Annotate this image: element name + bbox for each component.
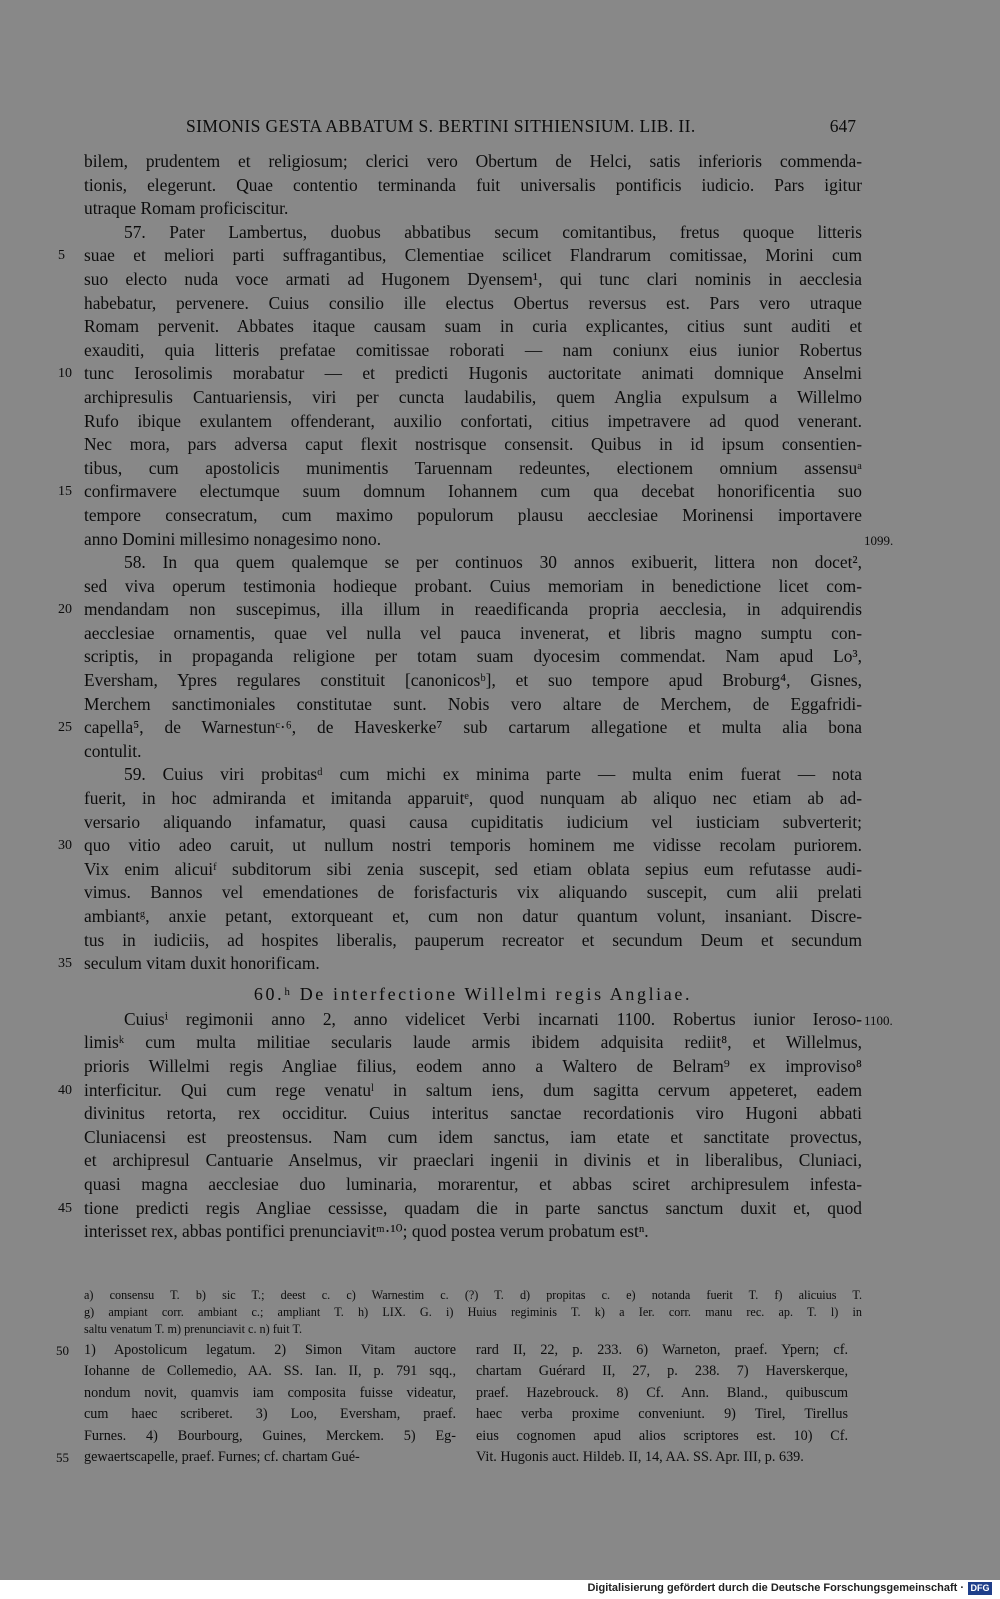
- line-text: Merchem sanctimoniales constitutae sunt. Nobis vero altare de Merchem, de Eggafridi-: [84, 693, 862, 714]
- text-line: [58, 834, 862, 858]
- text-line: [476, 1426, 848, 1447]
- text-block-2: [58, 1008, 893, 1244]
- line-text: aecclesiae ornamentis, quae vel nulla vel pauca invenerat, et libris magno sumptu con-: [84, 622, 862, 643]
- line-text: anno Domini millesimo nonagesimo nono.: [84, 528, 382, 549]
- text-line: [84, 1031, 862, 1055]
- text-line: [84, 740, 862, 764]
- line-text: utraque Romam proficiscitur.: [84, 198, 289, 219]
- footer-credit: Digitalisierung gefördert durch die Deutsche Forschungsgemeinschaft ·: [587, 1582, 964, 1594]
- line-number: 20: [58, 602, 72, 618]
- line-text: cum haec scriberet. 3) Loo, Eversham, praef.: [84, 1406, 456, 1423]
- text-line: [84, 292, 862, 316]
- line-text: confirmavere electumque suum domnum Iohannem cum qua decebat honorificentia suo: [84, 481, 862, 502]
- variant-notes: [84, 1287, 862, 1338]
- text-line: [84, 1321, 862, 1338]
- line-text: Romam pervenit. Abbates itaque causam suam in curia explicantes, citius sunt auditi et: [84, 316, 862, 337]
- line-text: capella⁵, de Warnestunᶜ·⁶, de Haveskerke⁷ sub cartarum allegatione et multa alia bona: [84, 717, 862, 738]
- line-text: 1) Apostolicum legatum. 2) Simon Vitam auctore: [84, 1342, 456, 1358]
- line-text: bilem, prudentem et religiosum; clerici vero Obertum de Helci, satis inferioris commenda-: [84, 151, 862, 171]
- line-text: contulit.: [84, 740, 142, 761]
- line-number: 35: [58, 956, 72, 972]
- text-line: [58, 1197, 862, 1221]
- text-line: [84, 528, 894, 552]
- line-text: tione predicti regis Angliae cessisse, quadam die in parte sanctus sanctum duxit et, quod: [84, 1197, 862, 1218]
- text-line: [84, 811, 862, 835]
- margin-year: 1100.: [864, 1012, 893, 1028]
- text-line: [476, 1383, 848, 1404]
- text-line: [58, 1079, 862, 1103]
- line-text: scriptis, in propaganda religione per totam suam dyocesim commendat. Nam apud Lo³,: [84, 646, 862, 667]
- line-text: tibus, cum apostolicis munimentis Taruennam redeuntes, electionem omnium assensuᵃ: [84, 457, 862, 478]
- text-line: [84, 1361, 456, 1382]
- line-text: a) consensu T. b) sic T.; deest c. c) Warnestim c. (?) T. d) propitas c. e) notanda fuerit T. f) alicuius T.: [84, 1288, 862, 1302]
- text-line: [84, 645, 862, 669]
- text-line: [84, 1383, 456, 1404]
- text-line: [84, 693, 862, 717]
- text-line: [84, 433, 862, 457]
- text-line: [84, 457, 862, 481]
- text-line: [84, 339, 862, 363]
- line-text: 59. Cuius viri probitasᵈ cum michi ex minima parte — multa enim fuerat — nota: [124, 764, 862, 785]
- line-text: tus in iudiciis, ad hospites liberalis, pauperum recreator et secundum Deum et secundum: [84, 929, 862, 950]
- line-text: tempore consecratum, cum maximo populorum plausu aecclesiae Morinensi importavere: [84, 504, 862, 525]
- running-header: [186, 116, 856, 137]
- text-line: [84, 386, 862, 410]
- line-text: Cluniacensi est preostensus. Nam cum idem sanctus, iam etate et sanctitate provectus,: [84, 1126, 862, 1147]
- text-line: [84, 174, 862, 198]
- line-text: praef. Hazebrouck. 8) Cf. Ann. Bland., quibuscum: [476, 1384, 848, 1401]
- text-line: [84, 1008, 893, 1032]
- text-line: [84, 1173, 862, 1197]
- text-line: [84, 1404, 456, 1425]
- line-number: 45: [58, 1200, 72, 1216]
- line-text: gewaertscapelle, praef. Furnes; cf. chartam Gué-: [84, 1448, 360, 1465]
- line-text: archipresulis Cantuariensis, viri per cuncta laudabilis, quem Anglia expulsum a Willelmo: [84, 386, 862, 407]
- line-text: tunc Ierosolimis morabatur — et predicti Hugonis auctoritate animati domnique Anselmi: [84, 363, 862, 384]
- text-line: [476, 1361, 848, 1382]
- line-text: g) ampiant corr. ambiant c.; ampliant T. h) LIX. G. i) Huius regiminis T. k) a Ier. corr. manu rec. ap. T. l) in: [84, 1305, 862, 1319]
- text-line: [84, 622, 862, 646]
- line-text: 57. Pater Lambertus, duobus abbatibus secum comitantibus, fretus quoque litteris: [124, 221, 862, 242]
- page-number: 647: [829, 116, 856, 136]
- line-text: ambiantᵍ, anxie petant, extorqueant et, cum non datur quantum volunt, insaniant. Discre-: [84, 906, 862, 926]
- text-line: [84, 858, 862, 882]
- text-line: [84, 1426, 456, 1447]
- text-line: [84, 905, 862, 929]
- line-number: 30: [58, 838, 72, 854]
- footer-bar: [0, 1580, 1000, 1599]
- line-text: nondum novit, quamvis iam composita fuisse videatur,: [84, 1384, 456, 1401]
- line-text: vimus. Bannos vel emendationes de forisfacturis vix aliquando suscepit, cum alii prelati: [84, 882, 862, 903]
- line-text: versario aliquando infamatur, quasi causa cupiditatis iudicium vel iusticiam subverterit;: [84, 811, 862, 832]
- text-line: [84, 1102, 862, 1126]
- line-text: limisᵏ cum multa militiae secularis laude armis ibidem adquisita rediit⁸, et Willelmus,: [84, 1032, 862, 1053]
- line-number: 40: [58, 1082, 72, 1098]
- text-line: [84, 150, 862, 174]
- line-text: suo electo nuda voce armati ad Hugonem Dyensem¹, qui tunc clari nominis in aecclesia: [84, 268, 862, 289]
- line-text: et archipresul Cantuarie Anselmus, vir praeclari ingenii in divinis et in liberalibus, Cluniaci,: [84, 1150, 862, 1171]
- line-text: Nec mora, pars adversa caput flexit nostrisque consensit. Quibus in id ipsum consentien-: [84, 434, 862, 455]
- text-line: [84, 504, 862, 528]
- text-line: [84, 1126, 862, 1150]
- text-line: [84, 575, 862, 599]
- chapter-heading: 60.ʰ De interfectione Willelmi regis Angliae.: [253, 983, 693, 1004]
- line-text: Vix enim alicuiᶠ subditorum sibi zenia suscepit, sed etiam oblata sepius eum refutasse audi-: [84, 858, 862, 879]
- line-text: suae et meliori parti suffragantibus, Clementiae scilicet Flandrarum comitissae, Morini cum: [84, 245, 862, 266]
- line-text: rard II, 22, p. 233. 6) Warneton, praef. Ypern; cf.: [476, 1342, 848, 1358]
- line-text: quasi magna aecclesiae duo luminaria, morarentur, et abbas sciret archipresulem infesta-: [84, 1173, 862, 1194]
- text-line: [84, 410, 862, 434]
- line-number: 50: [56, 1343, 69, 1358]
- text-line: [476, 1404, 848, 1425]
- line-text: prioris Willelmi regis Angliae filius, eodem anno a Waltero de Belram⁹ ex improviso⁸: [84, 1055, 862, 1076]
- line-number: 10: [58, 366, 72, 382]
- line-text: Rufo ibique exulantem offenderant, auxilio confortati, citius impetravere ad quod venerant.: [84, 410, 862, 431]
- text-line: [56, 1340, 456, 1361]
- text-line: [58, 952, 862, 976]
- text-line: [84, 221, 862, 245]
- line-text: sed viva operum testimonia hodieque probant. Cuius memoriam in benedictione licet com-: [84, 575, 862, 596]
- text-line: [476, 1340, 848, 1361]
- text-line: [58, 362, 862, 386]
- line-number: 15: [58, 484, 72, 500]
- text-line: [84, 1149, 862, 1173]
- line-text: haec verba proxime conveniunt. 9) Tirel, Tirellus: [476, 1406, 848, 1423]
- text-line: [84, 763, 862, 787]
- text-line: [84, 315, 862, 339]
- line-text: seculum vitam duxit honorificam.: [84, 953, 320, 974]
- text-line: [58, 598, 862, 622]
- line-text: Cuiusⁱ regimonii anno 2, anno videlicet Verbi incarnati 1100. Robertus iunior Ieroso-: [124, 1008, 862, 1029]
- line-text: Vit. Hugonis auct. Hildeb. II, 14, AA. SS. Apr. III, p. 639.: [476, 1448, 804, 1465]
- line-text: mendandam non suscepimus, illa illum in reaedificanda propria aecclesia, in adquirendis: [84, 599, 862, 620]
- line-number: 25: [58, 720, 72, 736]
- text-line: [58, 244, 862, 268]
- line-text: Eversham, Ypres regulares constituit [canonicosᵇ], et suo tempore apud Broburg⁴, Gisnes,: [84, 670, 862, 691]
- notes-column-left: [56, 1340, 456, 1468]
- main-text: [58, 150, 894, 1244]
- text-line: [84, 669, 862, 693]
- text-line: [84, 1220, 862, 1244]
- line-number: 5: [58, 248, 65, 264]
- text-line: [84, 881, 862, 905]
- text-line: [84, 1287, 862, 1304]
- text-line: [84, 1055, 862, 1079]
- text-line: [58, 480, 862, 504]
- text-line: [56, 1447, 456, 1468]
- line-text: interisset rex, abbas pontifici prenunciavitᵐ·¹⁰; quod postea verum probatum estⁿ.: [84, 1221, 649, 1242]
- text-line: [84, 929, 862, 953]
- text-block-1: [58, 150, 894, 976]
- text-line: [84, 551, 862, 575]
- text-line: [84, 197, 862, 221]
- line-text: Furnes. 4) Bourbourg, Guines, Merckem. 5) Eg-: [84, 1427, 456, 1444]
- margin-year: 1099.: [864, 532, 894, 548]
- line-text: habebatur, pervenere. Cuius consilio ille electus Obertus reversus est. Pars vero utraque: [84, 292, 862, 313]
- dfg-logo: DFG: [968, 1582, 992, 1595]
- text-line: [84, 787, 862, 811]
- line-text: eius cognomen apud alios scriptores est. 10) Cf.: [476, 1427, 848, 1444]
- line-text: chartam Guérard II, 27, p. 238. 7) Haverskerque,: [476, 1363, 848, 1380]
- line-text: quo vitio adeo caruit, ut nullum nostri temporis hominem me vidisse recolam puriorem.: [84, 835, 862, 856]
- line-number: 55: [56, 1449, 69, 1465]
- line-text: fuerit, in hoc admiranda et imitanda apparuitᵉ, quod nunquam ab aliquo nec etiam ab ad-: [84, 788, 862, 809]
- line-text: 58. In qua quem qualemque se per continuos 30 annos exibuerit, littera non docet²,: [124, 552, 862, 573]
- running-title: SIMONIS GESTA ABBATUM S. BERTINI SITHIENSIUM. LIB. II.: [186, 116, 696, 136]
- text-line: [476, 1447, 848, 1468]
- line-text: tionis, elegerunt. Quae contentio terminanda fuit universalis pontificis iudicio. Pars igitur: [84, 174, 862, 195]
- text-line: [58, 716, 862, 740]
- line-text: saltu venatum T. m) prenunciavit c. n) fuit T.: [84, 1322, 303, 1336]
- line-text: divinitus retorta, rex occiditur. Cuius interitus sanctae recordationis viro Hugoni abbati: [84, 1103, 862, 1124]
- text-line: [84, 1304, 862, 1321]
- text-line: [84, 268, 862, 292]
- notes-column-right: [476, 1340, 848, 1468]
- line-text: interficitur. Qui cum rege venatuˡ in saltum iens, dum sagitta cervum appeteret, eadem: [84, 1079, 862, 1100]
- line-text: Iohanne de Collemedio, AA. SS. Ian. II, p. 791 sqq.,: [84, 1363, 456, 1380]
- line-text: exauditi, quia litteris prefatae comitissae roborati — nam coniunx eius iunior Robertus: [84, 339, 862, 360]
